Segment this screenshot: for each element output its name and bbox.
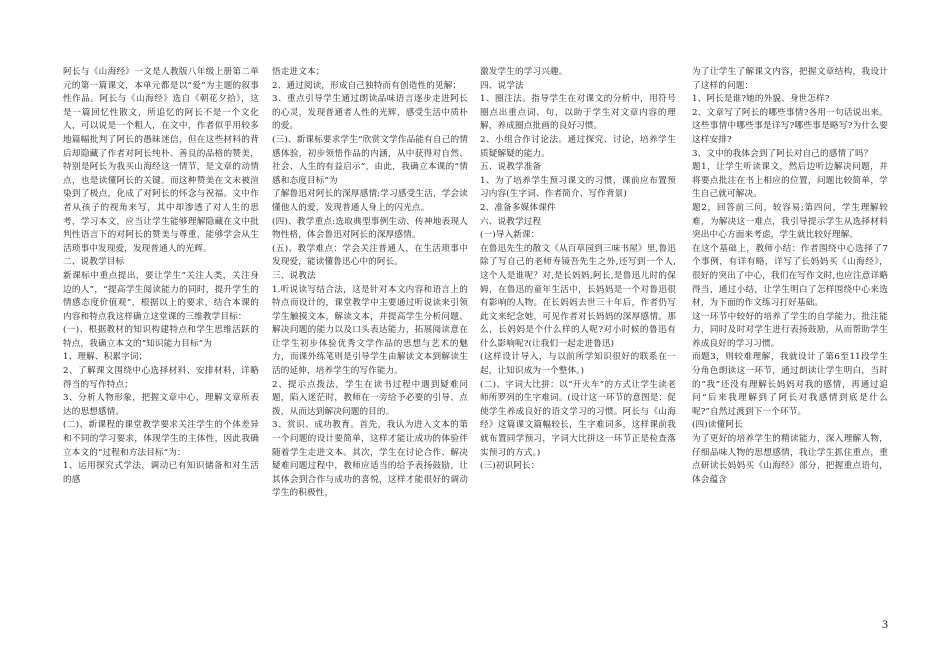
list-item: 3、文中的我体会到了阿长对自己的感情了吗？	[692, 148, 873, 159]
paragraph: (这样设计导入，与以前所学知识很好的联系在一起，让知识成为一个整体。)	[480, 352, 676, 377]
section-heading: 四、说学法	[480, 80, 524, 91]
list-item: 3、分析人物形象，把握文章中心，理解文章所表达的思想感情。	[63, 393, 259, 417]
subsection-heading: (三)初识阿长：	[480, 461, 540, 472]
paragraph: (三)、新课标要求学生“欣赏文学作品能有自己的情感体验，初步领悟作品的内涵，从中获得对自然、社会、人生的有益启示”，由此，我确立本课的“情感和态度目标”为	[272, 134, 468, 186]
list-item: 1、理解、积累字词；	[63, 352, 148, 363]
list-item: 1、为了培养学生预习课文的习惯，课前应布置预习内容(生字词、作者简介、写作背景)	[480, 175, 676, 200]
paragraph: 题1，让学生听读课文，然后边听边解决问题，并将要点批注在书上相应的位置，问题比较简单，学生自己就可解决。	[692, 162, 888, 200]
paragraph: 为了更好的培养学生的精读能力，深入理解人物，仔细品味人物的思想感情，我让学生抓住重点，重点研读长妈妈买《山海经》部分，把握重点语句，体会蕴含	[692, 434, 888, 485]
subsection-heading: (一)导入新课：	[480, 230, 540, 241]
paragraph: 在这个基础上，教师小结：作者围绕中心选择了7个事例，有详有略，详写了长妈妈买《山海经》，很好的突出了中心，我们在写作文时,也应注意详略得当，通过小结，让学生明白了怎样围绕中心来选材，为下面的作文练习打好基础。	[692, 243, 888, 309]
list-item: 2、文章写了阿长的哪些事情?各用一句话说出来。这些事情中哪些事是详写?哪些事是略写?为什么要这样安排?	[692, 107, 888, 145]
paragraph: 在鲁迅先生的散文《从百草园到三味书屋》里,鲁迅除了写自己的老师寿镜吾先生之外,还写到一个人,这个人是谁呢？对,是长妈妈,阿长,是鲁迅儿时的保姆，在鲁迅的童年生活中，长妈妈是一个对鲁迅很有影响的人物。在长妈妈去世三十年后，作者仍写此文来纪念她，可见作者对长妈妈的深厚感情。那么，长妈妈是个什么样的人呢?对小时候的鲁迅有什么影响呢?(让我们一起走进鲁迅)	[480, 243, 676, 349]
list-item: 1、圈注法。指导学生在对课文的分析中，用符号圈点出重点词、句，以助于学生对文章内容的理解，养成圈点批画的良好习惯。	[480, 94, 676, 132]
paragraph: 激发学生的学习兴趣。	[480, 67, 568, 77]
paragraph: (五)、教学难点：学会关注普通人，在生活琐事中发现爱，能读懂鲁迅心中的阿长。	[272, 243, 468, 268]
list-item: 3、赏识、成功教育。首先，我认为进入文本的第一个问题的设计要简单，这样才能让成功的体验伴随着学生走进文本。其次，学生在讨论合作、解决疑难问题过程中，教师应适当的给予表扬鼓励，让其体会到合作与成功的喜悦，这样才能很好的调动学生的积极性，	[272, 420, 468, 499]
paragraph: (四)、教学重点:选取典型事例生动、传神地表现人物性格，体会鲁迅对阿长的深厚感情。	[272, 216, 468, 241]
paragraph: 阿长与《山海经》一文是人教版八年级上册第二单元的第一篇课文，本单元都是以“爱”为主题的叙事性作品。阿长与《山海经》选自《朝花夕拾》，这是一篇回忆性散文，所追忆的阿长不是一个文化人，可以说是一个粗人，在文中，作者似乎用较多地篇幅批判了阿长的愚昧迷信，但在这些材料的背后却隐藏了作者对阿长纯朴、善良的品格的赞美，特别是阿长为我买山海经这一情节，是文章的动情点，也是读懂阿长的关键。而这种赞美在文末被渲染到了极点，化成了对阿长的怀念与祝福。文中作者从孩子的视角来写，其中却渗透了对人生的思考，学习本文，应当让学生能够理解隐藏在文中批判性语言下的对阿长的赞美与尊重，能够学会从生活琐事中发现爱，发现普通人的光辉。	[63, 67, 259, 254]
section-heading: 六、说教学过程	[480, 216, 542, 227]
paragraph: 了解鲁迅对阿长的深厚感情;学习感受生活，学会读懂他人的爱，发现普通人身上的闪光点。	[272, 189, 468, 213]
list-item: 2、准备多媒体课件	[480, 202, 556, 213]
list-item: 2、提示点拨法，学生在读书过程中遇到疑难问题，陷入迷茫时，教师在一旁给予必要的引导、点拨，从而达到解决问题的目的。	[272, 379, 468, 417]
section-heading: 五、说教学准备	[480, 162, 542, 173]
list-item: 2、了解课文围绕中心选择材料、安排材料，详略得当的写作特点；	[63, 366, 259, 390]
paragraph: (二)、字词大比拼：以“开火车”的方式让学生读老师所罗列的生字难词。(设计这一环节的意图是：促使学生养成良好的语文学习的习惯。阿长与《山海经》这篇课文篇幅较长，生字难词多，这样课前我就布置同学预习，字词大比拼这一环节正是检查落实预习的方式。)	[480, 379, 676, 458]
paragraph: (一)、根据教材的知识构建特点和学生思维活跃的特点，我确立本文的“知识能力目标”为	[63, 325, 259, 349]
list-item: 1.听说读写结合法，这是针对本文内容和语言上的特点而设计的，课堂教学中主要通过听说读来引领学生触摸文本，解读文本，并提高学生分析问题、解决问题的能力以及口头表达能力，拓展阅读意在让学生初步体验优秀文学作品的思想与艺术的魅力，而课外练笔则是引导学生由解读文本到解读生活的延伸，培养学生的写作能力。	[272, 284, 468, 377]
paragraph: 题2，回答前三问，较容易;第四问，学生理解较难，为解决这一难点，我引导提示学生从选择材料突出中心方面来考虑，学生就比较好理解。	[692, 202, 888, 241]
paragraph: 这一环节中较好的培养了学生的自学能力，批注能力，同时及时对学生进行表扬鼓励，从而帮助学生养成良好的学习习惯。	[692, 311, 888, 349]
paragraph: 为了让学生了解课文内容，把握文章结构，我设计了这样的问题：	[692, 67, 888, 91]
paragraph: 新课标中重点提出，要让学生“关注人类，关注身边的人”，“提高学生阅读能力的同时，提升学生的情感态度价值观”，根据以上的要求，结合本课的内容和特点我这样确立这堂课的三维教学目标：	[63, 270, 259, 322]
list-item: 2、小组合作讨论法。通过探究、讨论，培养学生质疑解疑的能力。	[480, 134, 676, 159]
text-column-2	[272, 66, 468, 662]
subsection-heading: (四)读懂阿长	[692, 420, 743, 431]
page-number: 3	[882, 617, 888, 631]
list-item: 1、运用探究式学法，调动已有知识储备和对生活的感	[63, 461, 259, 485]
section-heading: 三、说教法	[272, 270, 316, 281]
paragraph: (二)、新课程的课堂教学要求关注学生的个体差异和不同的学习要求，体现学生的主体性，因此我确立本文的“过程和方法目标”为：	[63, 420, 259, 458]
section-heading: 二、说教学目标	[63, 257, 125, 268]
list-item: 2、通过阅读，形成自己独特而有创造性的见解；	[272, 80, 462, 91]
list-item: 1、阿长是谁?她的外貌、身世怎样?	[692, 94, 830, 105]
paragraph: 悟走进文本；	[272, 67, 325, 77]
text-column-4	[692, 66, 888, 662]
list-item: 3、重点引导学生通过朗读品味语言逐步走进阿长的心灵，发现普通者人性的光辉，感受生活中质朴的爱。	[272, 94, 468, 132]
text-column-1	[63, 66, 259, 662]
paragraph: 而题3，则较难理解，我就设计了第6至11段学生分角色朗读这一环节，通过朗读让学生明白，当时的“我”还没有理解长妈妈对我的感情，再通过追问“后来我理解到了阿长对我感情到底是什么呢?”自然过渡到下一个环节。	[692, 352, 888, 417]
text-column-3	[480, 66, 676, 662]
